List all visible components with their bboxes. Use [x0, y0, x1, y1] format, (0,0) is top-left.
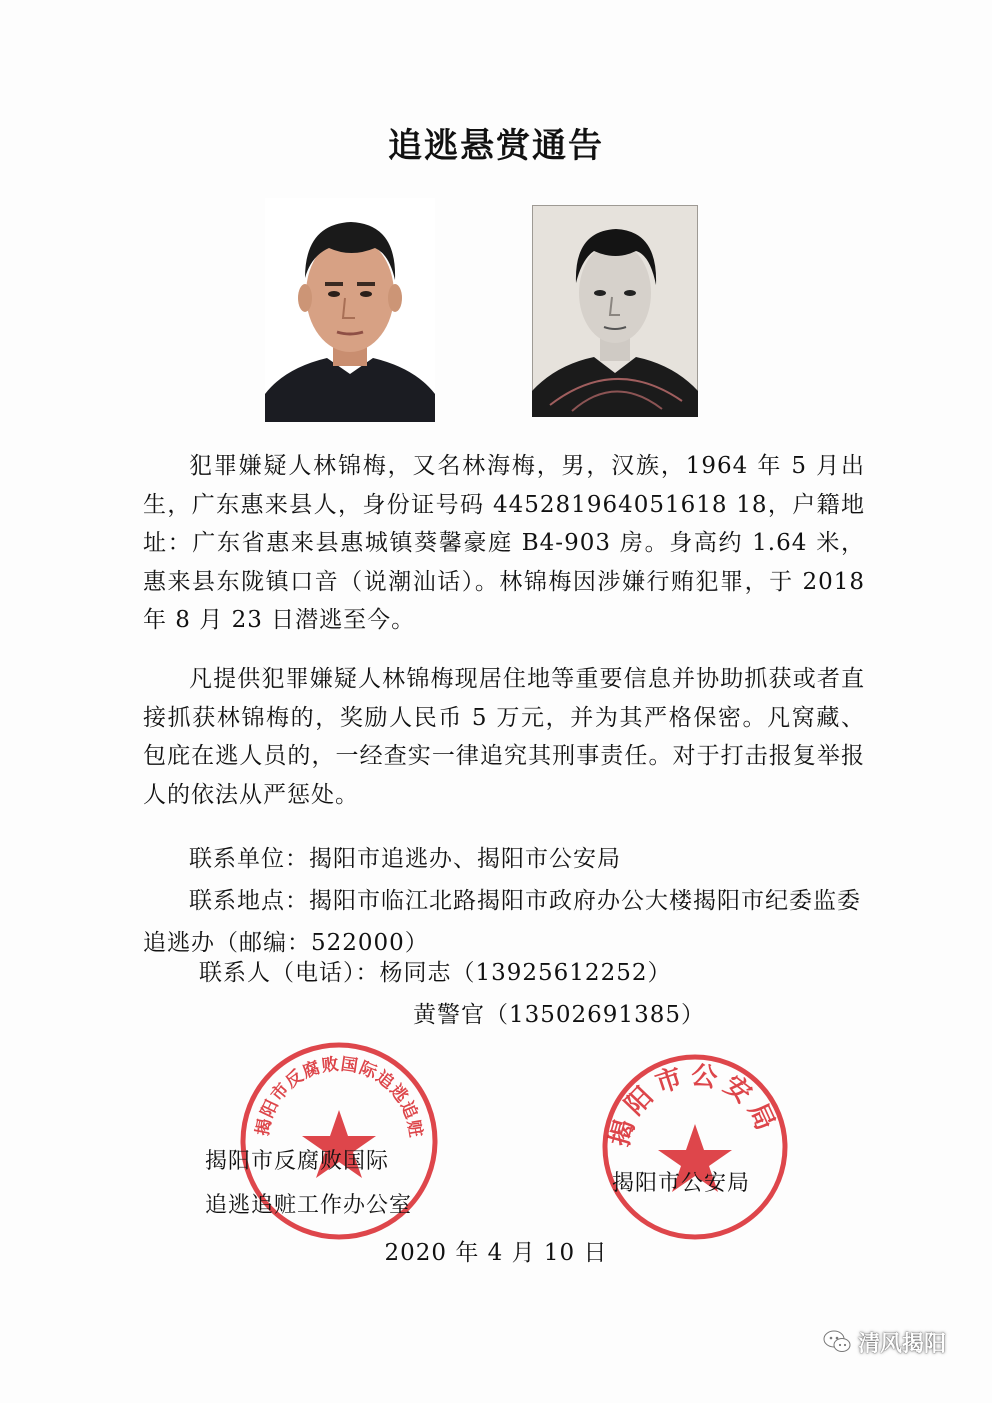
contact-person-huang: 黄警官（13502691385）	[413, 1002, 705, 1028]
notice-title: 追逃悬赏通告	[388, 126, 604, 166]
red-star-seal-icon	[600, 1052, 790, 1242]
suspect-description: 犯罪嫌疑人林锦梅，又名林海梅，男，汉族，1964 年 5 月出生，广东惠来县人，身份证号码 445281964051618 18，户籍地址：广东省惠来县惠城镇葵馨豪庭 B4-903 房。身高约 1.64 米，惠来县东陇镇口音（说潮汕话）。林锦梅因涉嫌行贿犯罪，于 2018 年 8 月 23 日潜逃至今。	[143, 453, 865, 633]
reward-description: 凡提供犯罪嫌疑人林锦梅现居住地等重要信息并协助抓获或者直接抓获林锦梅的，奖励人民币 5 万元，并为其严格保密。凡窝藏、包庇在逃人员的，一经查实一律追究其刑事责任。对于打击报复举报人的依法从严惩处。	[143, 666, 865, 808]
signer-public-security-bureau: 揭阳市公安局	[612, 1171, 751, 1196]
svg-text:揭阳市公安局: 揭阳市公安局	[605, 1060, 783, 1150]
contact-address: 联系地点：揭阳市临江北路揭阳市政府办公大楼揭阳市纪委监委追逃办（邮编：522000）	[143, 888, 861, 956]
contact-unit: 联系单位：揭阳市追逃办、揭阳市公安局	[189, 846, 621, 872]
suspect-photo-recent	[265, 198, 435, 422]
seal-public-security-bureau	[600, 1052, 790, 1242]
portrait-icon	[265, 198, 435, 422]
signer-line-1: 揭阳市反腐败国际	[205, 1149, 390, 1174]
signer-line-2: 追逃追赃工作办公室	[205, 1193, 413, 1218]
watermark-label: 清风揭阳	[858, 1331, 947, 1357]
wechat-watermark	[822, 1322, 982, 1362]
wechat-icon	[822, 1329, 852, 1355]
svg-text:揭阳市反腐败国际追逃追赃工作办公室: 揭阳市反腐败国际追逃追赃	[252, 1054, 426, 1140]
contact-person-yang: 联系人（电话）：杨同志（13925612252）	[199, 960, 672, 986]
suspect-photo-old	[532, 205, 698, 417]
portrait-old-icon	[532, 205, 698, 417]
signer-anticorruption-office	[205, 1140, 465, 1228]
issue-date: 2020 年 4 月 10 日	[384, 1240, 608, 1266]
